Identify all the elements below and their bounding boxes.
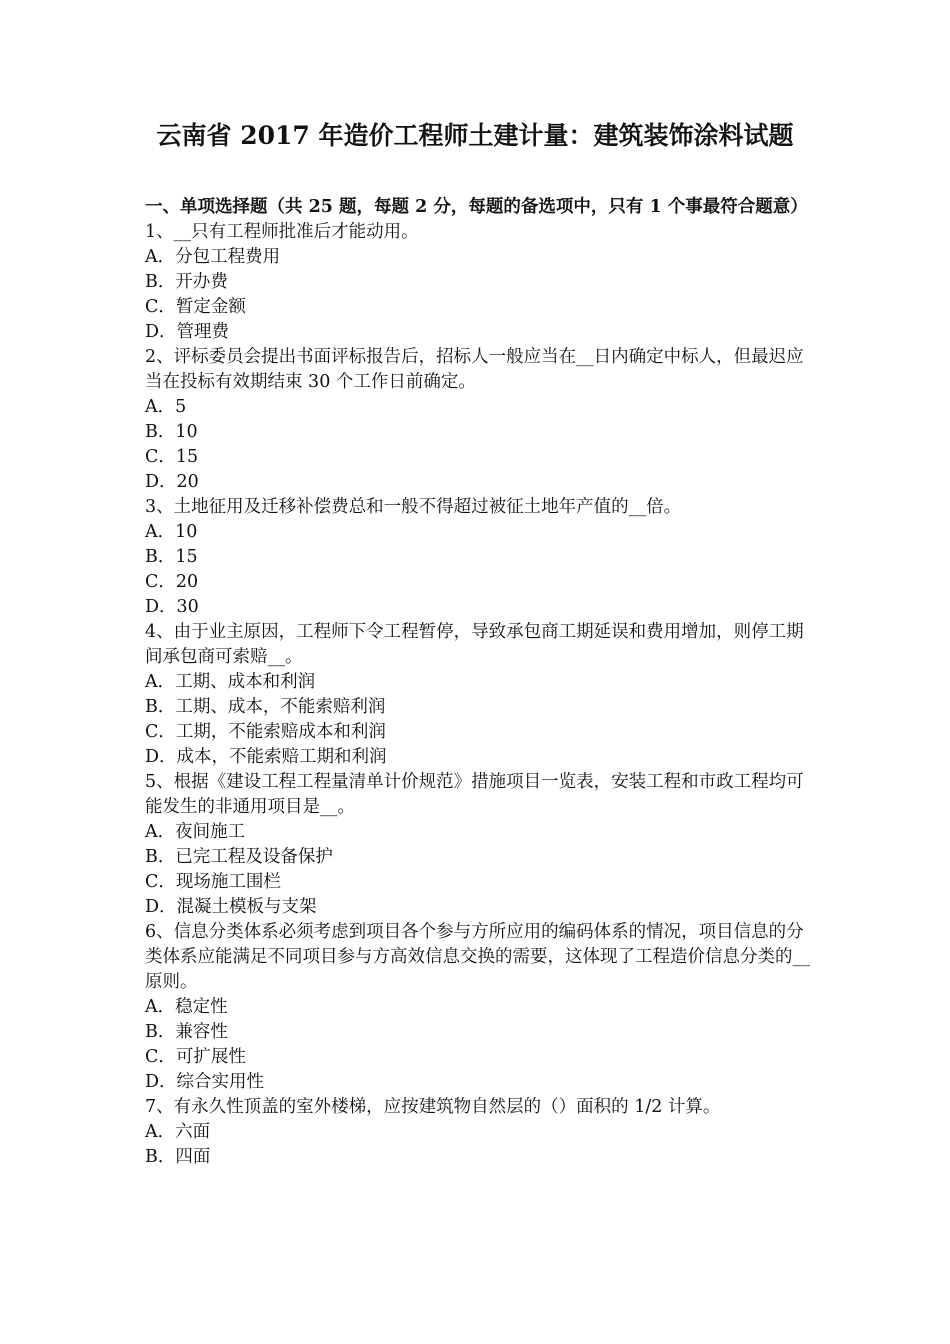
question-7 (145, 1095, 810, 1170)
option-a: A．工期、成本和利润 (145, 672, 316, 692)
question-text: 1、__只有工程师批准后才能动用。 (145, 222, 419, 242)
question-4 (145, 620, 810, 770)
option-a: A．六面 (145, 1122, 211, 1142)
question-5 (145, 770, 810, 920)
option-a: A．夜间施工 (145, 822, 246, 842)
question-text: 4、由于业主原因，工程师下令工程暂停，导致承包商工期延误和费用增加，则停工期间承包商可索赔__。 (145, 622, 804, 667)
option-a: A．分包工程费用 (145, 247, 281, 267)
option-c: C．暂定金额 (145, 297, 246, 317)
question-text: 2、评标委员会提出书面评标报告后，招标人一般应当在__日内确定中标人，但最迟应当在投标有效期结束 30 个工作日前确定。 (145, 347, 804, 392)
option-d: D．20 (145, 472, 199, 492)
question-text: 6、信息分类体系必须考虑到项目各个参与方所应用的编码体系的情况，项目信息的分类体系应能满足不同项目参与方高效信息交换的需要，这体现了工程造价信息分类的__原则。 (145, 922, 810, 992)
question-6 (145, 920, 810, 1095)
option-c: C．工期，不能索赔成本和利润 (145, 722, 386, 742)
document-body (145, 195, 810, 1170)
option-a: A．10 (145, 522, 198, 542)
option-c: C．15 (145, 447, 199, 467)
option-b: B．已完工程及设备保护 (145, 847, 333, 867)
question-3 (145, 495, 810, 620)
option-a: A．5 (145, 397, 187, 417)
section-header: 一、单项选择题（共 25 题，每题 2 分，每题的备选项中，只有 1 个事最符合题意） (145, 197, 808, 217)
option-b: B．开办费 (145, 272, 228, 292)
question-2 (145, 345, 810, 495)
option-d: D．综合实用性 (145, 1072, 265, 1092)
option-d: D．成本，不能索赔工期和利润 (145, 747, 387, 767)
option-c: C．可扩展性 (145, 1047, 246, 1067)
question-text: 7、有永久性顶盖的室外楼梯，应按建筑物自然层的（）面积的 1/2 计算。 (145, 1097, 721, 1117)
question-text: 5、根据《建设工程工程量清单计价规范》措施项目一览表，安装工程和市政工程均可能发生的非通用项目是__。 (145, 772, 804, 817)
option-b: B．工期、成本，不能索赔利润 (145, 697, 386, 717)
option-b: B．四面 (145, 1147, 211, 1167)
option-c: C．现场施工围栏 (145, 872, 281, 892)
option-b: B．15 (145, 547, 198, 567)
option-a: A．稳定性 (145, 997, 228, 1017)
option-d: D．混凝土模板与支架 (145, 897, 317, 917)
option-b: B．兼容性 (145, 1022, 228, 1042)
option-c: C．20 (145, 572, 199, 592)
option-b: B．10 (145, 422, 198, 442)
question-1 (145, 220, 810, 345)
question-text: 3、土地征用及迁移补偿费总和一般不得超过被征土地年产值的__倍。 (145, 497, 682, 517)
document-title: 云南省 2017 年造价工程师土建计量：建筑装饰涂料试题 (156, 121, 794, 150)
option-d: D．管理费 (145, 322, 230, 342)
option-d: D．30 (145, 597, 199, 617)
